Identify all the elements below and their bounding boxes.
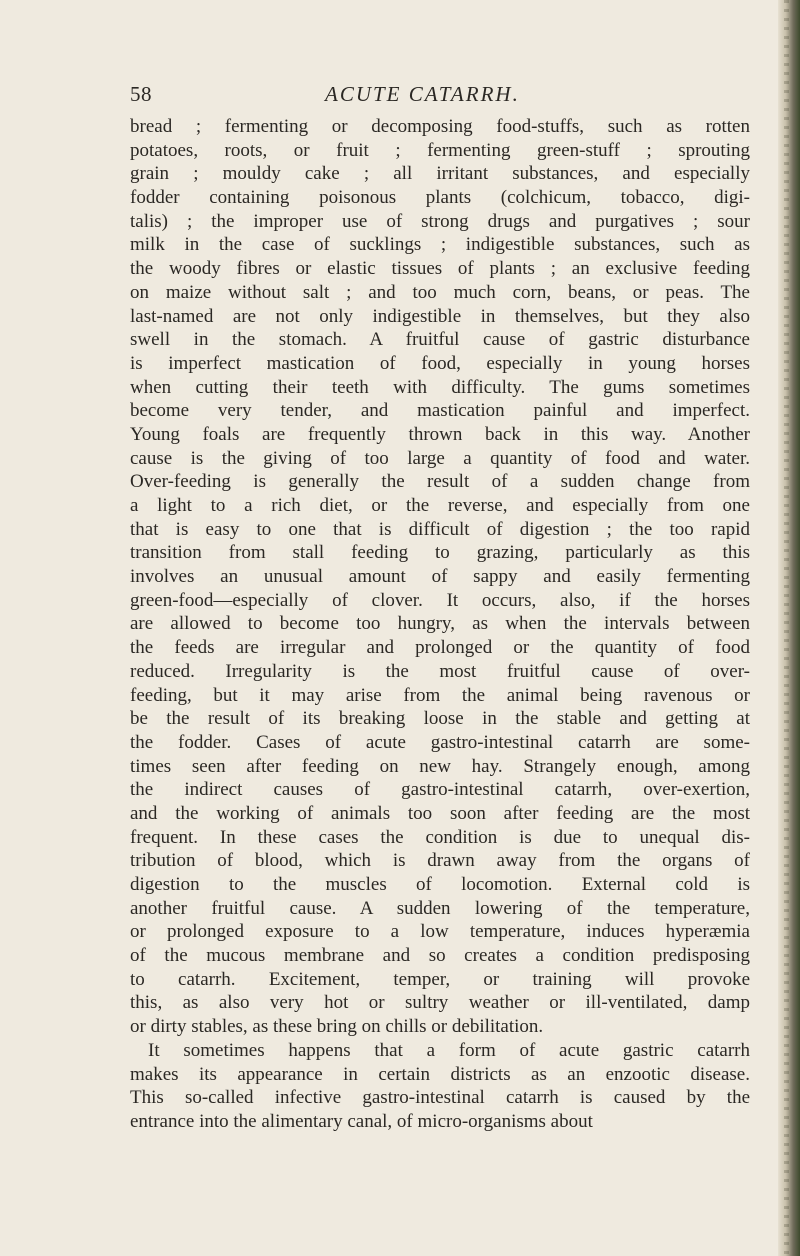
text-line: are allowed to become too hungry, as when the intervals between	[130, 613, 750, 635]
text-line: It sometimes happens that a form of acute gastric catarrh	[148, 1039, 750, 1061]
page-edge-shadow	[778, 0, 800, 1256]
body-text	[130, 115, 750, 1134]
running-head: ACUTE CATARRH.	[325, 82, 520, 106]
text-line: reduced. Irregularity is the most fruitful cause of over-	[130, 660, 750, 682]
text-line: or prolonged exposure to a low temperature, induces hyperæmia	[130, 921, 750, 943]
text-line: or dirty stables, as these bring on chills or debilitation.	[130, 1016, 544, 1038]
text-line: a light to a rich diet, or the reverse, and especially from one	[130, 495, 750, 516]
page-number: 58	[130, 82, 152, 106]
text-line: that is easy to one that is difficult of digestion ; the too rapid	[130, 518, 750, 540]
text-line: is imperfect mastication of food, especially in young horses	[130, 352, 750, 374]
text-line: be the result of its breaking loose in the stable and getting at	[130, 708, 750, 730]
text-line: This so-called infective gastro-intestinal catarrh is caused by the	[130, 1087, 750, 1109]
text-line: digestion to the muscles of locomotion. External cold is	[130, 874, 750, 895]
text-line: green-food—especially of clover. It occurs, also, if the horses	[130, 589, 750, 611]
text-line: frequent. In these cases the condition is due to unequal dis-	[130, 826, 750, 848]
text-line: makes its appearance in certain districts as an enzootic disease.	[130, 1063, 750, 1085]
text-line: cause is the giving of too large a quantity of food and water.	[130, 447, 750, 469]
text-line: tribution of blood, which is drawn away from the organs of	[130, 850, 750, 872]
text-line: last-named are not only indigestible in themselves, but they also	[130, 305, 750, 327]
text-line: involves an unusual amount of sappy and easily fermenting	[130, 566, 750, 588]
text-line: the feeds are irregular and prolonged or the quantity of food	[130, 637, 750, 659]
page-header	[130, 82, 750, 110]
text-line: the indirect causes of gastro-intestinal catarrh, over-exertion,	[130, 779, 750, 801]
text-line: grain ; mouldy cake ; all irritant substances, and especially	[130, 163, 750, 185]
text-line: to catarrh. Excitement, temper, or training will provoke	[130, 968, 750, 990]
text-line: and the working of animals too soon after feeding are the most	[130, 802, 750, 824]
text-line: fodder containing poisonous plants (colchicum, tobacco, digi-	[130, 187, 750, 209]
text-line: Young foals are frequently thrown back in this way. Another	[130, 423, 750, 445]
text-line: swell in the stomach. A fruitful cause of gastric disturbance	[130, 329, 750, 351]
text-line: transition from stall feeding to grazing, particularly as this	[130, 542, 750, 564]
text-line: this, as also very hot or sultry weather or ill-ventilated, damp	[130, 992, 750, 1014]
text-line: potatoes, roots, or fruit ; fermenting green-stuff ; sprouting	[130, 139, 750, 161]
text-line: the woody fibres or elastic tissues of plants ; an exclusive feeding	[130, 258, 750, 280]
text-line: talis) ; the improper use of strong drugs and purgatives ; sour	[130, 210, 750, 232]
text-line: bread ; fermenting or decomposing food-stuffs, such as rotten	[130, 116, 750, 137]
text-line: feeding, but it may arise from the animal being ravenous or	[130, 684, 750, 706]
text-line: of the mucous membrane and so creates a condition predisposing	[130, 945, 750, 967]
text-line: times seen after feeding on new hay. Strangely enough, among	[130, 755, 750, 777]
text-line: become very tender, and mastication painful and imperfect.	[130, 400, 750, 422]
text-line: milk in the case of sucklings ; indigestible substances, such as	[130, 234, 750, 256]
text-line: the fodder. Cases of acute gastro-intestinal catarrh are some-	[130, 731, 750, 753]
text-line: when cutting their teeth with difficulty. The gums sometimes	[130, 376, 750, 398]
text-line: entrance into the alimentary canal, of micro-organisms about	[130, 1110, 593, 1132]
text-line: another fruitful cause. A sudden lowering of the temperature,	[130, 897, 750, 919]
text-line: Over-feeding is generally the result of a sudden change from	[130, 471, 750, 493]
text-line: on maize without salt ; and too much corn, beans, or peas. The	[130, 281, 750, 303]
